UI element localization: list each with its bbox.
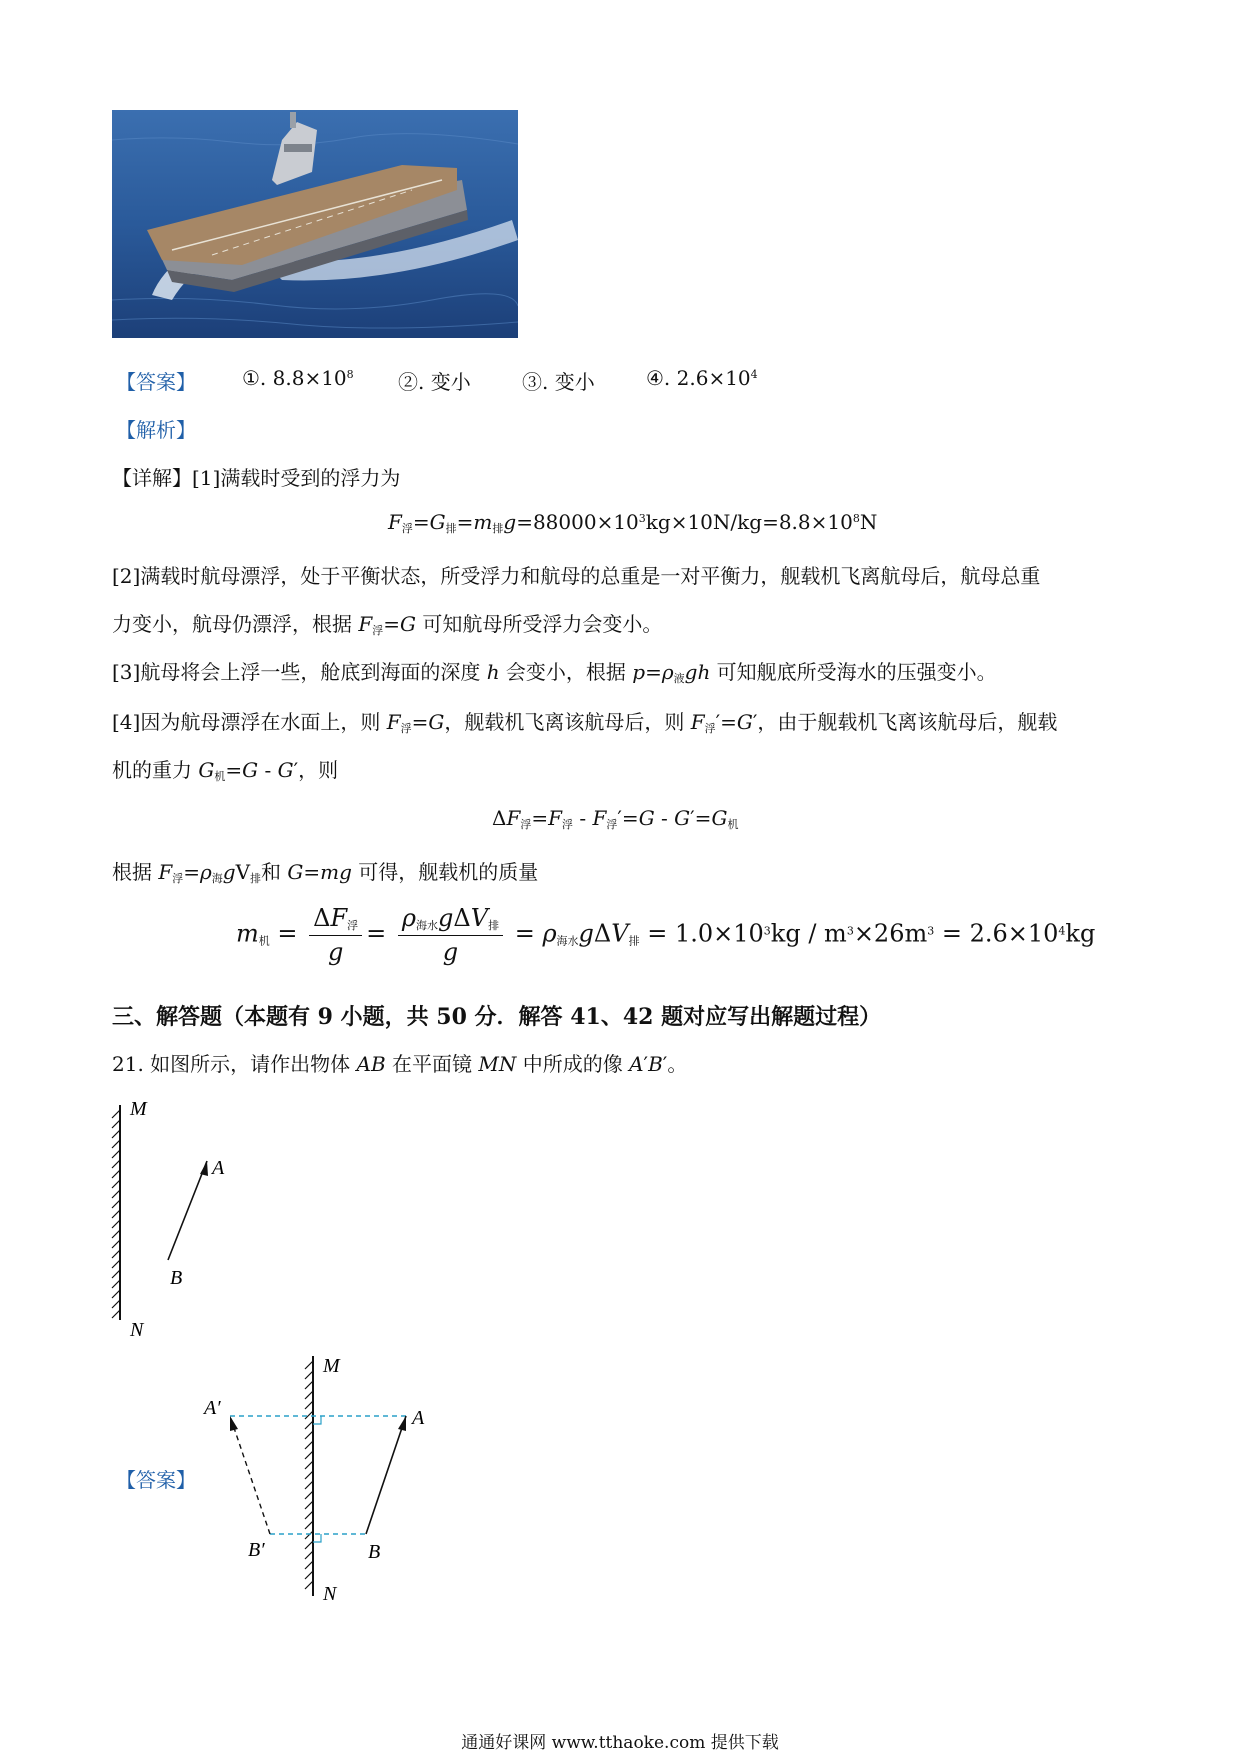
label-B-prime: B′ [248, 1539, 265, 1561]
answer-item-4: ④. $2.6\times 10^4$ [646, 366, 758, 390]
label-N: N [130, 1319, 144, 1340]
detail-paragraph-2b: 力变小，航母仍漂浮，根据 $F_浮=G$ 可知航母所受浮力会变小。 [112, 612, 663, 637]
equation-1: $F_浮=G_排=m_排g=88000\times 10^3kg\times 10N/kg=8.8\times 10^8N$ [388, 510, 878, 535]
label-B: B [170, 1267, 183, 1289]
label-A: A [212, 1157, 225, 1179]
detail-p1: [1]满载时受到的浮力为 [192, 466, 401, 490]
answer-item-2: ②. 变小 [398, 370, 471, 394]
label-M: M [130, 1098, 147, 1120]
label-B-2: B [368, 1541, 381, 1563]
equation-2: $\Delta F_浮=F_浮 - F_浮'=G - G'=G_机$ [492, 806, 739, 831]
detail-paragraph-3: [3]航母将会上浮一些，舱底到海面的深度 h 会变小，根据 $p=\rho_液gh$ 可知舰底所受海水的压强变小。 [112, 660, 997, 685]
mirror-figure-answer [196, 1346, 446, 1606]
footer-credit: 通通好课网 www.tthaoke.com 提供下载 [461, 1733, 779, 1753]
detail-paragraph-4b: 机的重力 $G_机=G - G'$，则 [112, 758, 339, 783]
answer-item-3: ③. 变小 [522, 370, 595, 394]
analysis-label: 【解析】 [116, 418, 196, 442]
answer-label: 【答案】 [116, 370, 196, 394]
mirror-figure-question [100, 1090, 260, 1340]
label-A-prime: A′ [204, 1397, 221, 1419]
label-A-2: A [412, 1407, 425, 1429]
answer-item-1: ①. $8.8\times 10^8$ [242, 366, 354, 390]
detail-label: 【详解】 [112, 466, 192, 490]
detail-paragraph-1 [112, 462, 400, 491]
aircraft-carrier-photo [112, 110, 518, 338]
equation-3: $m_机$ = $\frac{\Delta F_浮}{g}$ = $\frac{\rho_{海水}g\Delta V_排}{g}$ = $\rho_{海水}g\Delta V_排 = 1.0\times 10^3kg / m^3\times 26m^3 = 2.6\times 10^4kg$ [236, 904, 1096, 966]
detail-paragraph-5: 根据 $F_浮=\rho_海gV_排$和 G=mg 可得，舰载机的质量 [112, 860, 539, 885]
label-M-2: M [323, 1355, 340, 1377]
question-21: 21. 如图所示，请作出物体 AB 在平面镜 MN 中所成的像 A′B′。 [112, 1052, 688, 1076]
label-N-2: N [323, 1583, 337, 1605]
section-heading: 三、解答题（本题有 9 小题，共 50 分．解答 41、42 题对应写出解题过程） [112, 1004, 882, 1030]
answer-label-2: 【答案】 [116, 1468, 196, 1492]
detail-paragraph-2a: [2]满载时航母漂浮，处于平衡状态，所受浮力和航母的总重是一对平衡力，舰载机飞离航母后，航母总重 [112, 564, 1041, 588]
detail-paragraph-4a: [4]因为航母漂浮在水面上，则 $F_浮=G$，舰载机飞离该航母后，则 $F_浮'=G'$，由于舰载机飞离该航母后，舰载 [112, 710, 1058, 735]
